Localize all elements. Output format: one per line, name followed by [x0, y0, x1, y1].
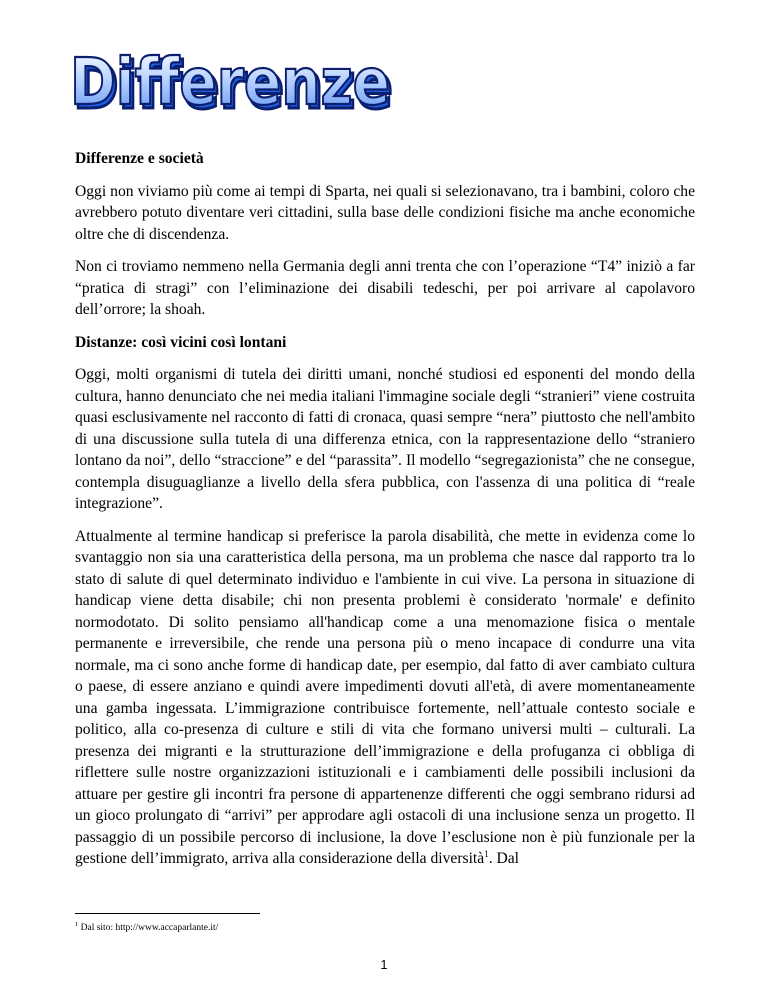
page-number: 1: [380, 958, 388, 972]
section-heading-distanze: Distanze: così vicini così lontani: [75, 333, 287, 351]
paragraph-handicap-tail: . Dal: [488, 850, 519, 867]
paragraph-media: Oggi, molti organismi di tutela dei diritti umani, nonché studiosi ed esponenti del mondo della cultura, hanno denunciato che nei media italiani l'immagine sociale degli “stranieri” viene costruita quasi esclusivamente nel racconto di fatti di cronaca, quasi sempre “nera” piuttosto che nell'ambito di una discussione sulla tutela di una differenza etnica, con la rappresentazione dello “straniero lontano da noi”, dello “straccione” e del “parassita”. Il modello “segregazionista” che ne consegue, contempla disuguaglianze a livello della sfera pubblica, con l'assenza di una politica di “reale integrazione”.: [75, 366, 695, 512]
footnote-number: 1: [75, 921, 79, 928]
paragraph-germania: Non ci troviamo nemmeno nella Germania degli anni trenta che con l’operazione “T4” iniziò a far “pratica di stragi” con l’eliminazione dei disabili tedeschi, per poi arrivare al capolavoro dell’orrore; la shoah.: [75, 258, 695, 318]
wordart-face: Differenze: [70, 46, 390, 120]
footnote-separator: [75, 913, 260, 914]
paragraph-sparta: Oggi non viviamo più come ai tempi di Sparta, nei quali si selezionavano, tra i bambini, coloro che avrebbero potuto diventare veri cittadini, sulla base delle condizioni fisiche ma anche economiche oltre che di discendenza.: [75, 182, 695, 243]
footnote-reference[interactable]: 1: [484, 848, 489, 859]
paragraph-handicap-text: Attualmente al termine handicap si preferisce la parola disabilità, che mette in evidenza come lo svantaggio non sia una caratteristica della persona, ma un problema che nasce dal rapporto tra lo stato di salute di quel determinato individuo e l'ambiente in cui vive. La persona in situazione di handicap viene detta disabile; chi non presenta problemi è considerato 'normale' e definito normodotato. Di solito pensiamo all'handicap come a una menomazione fisica o mentale permanente e irreversibile, che rende una persona più o meno incapace di condurre una vita normale, ma ci sono anche forme di handicap date, per esempio, dal fatto di aver cambiato cultura o paese, di essere anziano e quindi avere impedimenti dovuti all'età, di avere momentaneamente una gamba ingessata. L’immigrazione contribuisce fortemente, nell’attuale contesto sociale e politico, alla co-presenza di culture e stili di vita che formano universi multi – culturali. La presenza dei migranti e la strutturazione dell’immigrazione e della profuganza ci obbliga di riflettere sulle nostre organizzazioni istituzionali e i cambiamenti delle possibili inclusioni da attuare per gestire gli incontri fra persone di appartenenze differenti che oggi sembrano ridursi ad un gioco prolungato di “arrivi” per approdare agli ostacoli di una inclusione senza un progetto. Il passaggio di un possibile percorso di inclusione, la dove l’esclusione non è più funzionale per la gestione dell’immigrato, arriva alla considerazione della diversità: [75, 527, 695, 867]
footnote-text: Dal sito: http://www.accaparlante.it/: [78, 923, 219, 934]
wordart-shadow: Differenze: [73, 50, 393, 124]
paragraph-handicap: [75, 526, 695, 870]
section-heading-differenze-societa: Differenze e società: [75, 150, 204, 167]
wordart-title: [68, 34, 398, 124]
document-body: [75, 148, 695, 881]
footnote: [75, 919, 218, 934]
